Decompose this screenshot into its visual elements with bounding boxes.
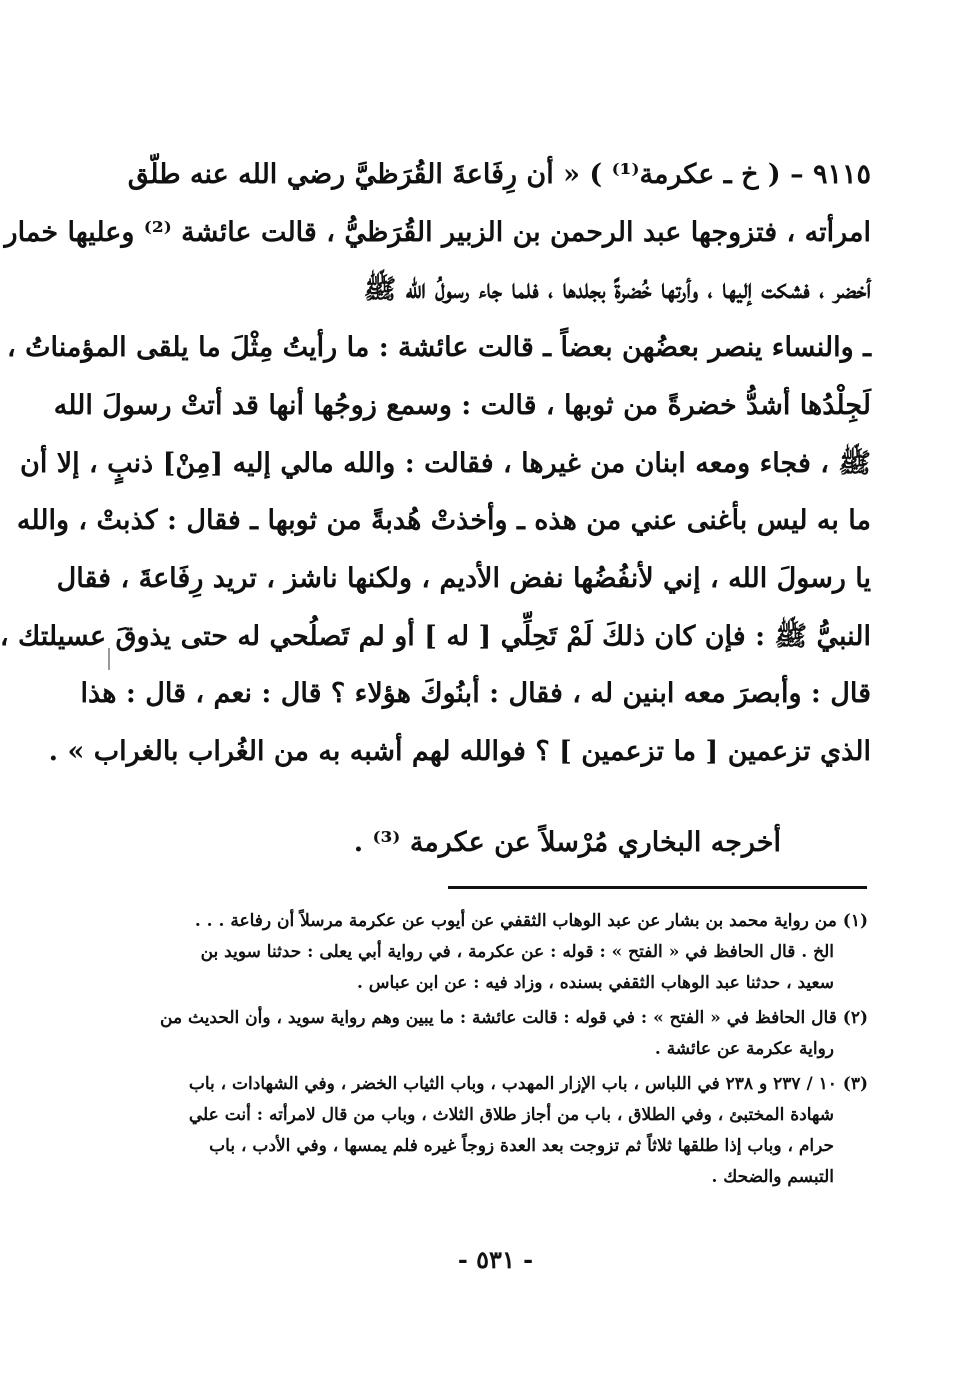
- hadith-line: النبيُّ ﷺ : فإن كان ذلكَ لَمْ تَحِلِّي [ له ] أو لم تَصلُحي له حتى يذوقَ عسيلتك ،: [0, 620, 871, 652]
- footnote-line: رواية عكرمة عن عائشة .: [654, 1039, 834, 1059]
- footnote-3: [126, 1069, 868, 1193]
- hadith-line: لَجِلْدُها أشدُّ خضرةً من ثوبها ، قالت : وسمع زوجُها أنها قد أتتْ رسولَ الله: [53, 389, 871, 421]
- footnotes: [126, 906, 868, 1197]
- footnote-separator: [448, 886, 867, 889]
- hadith-line: ﷺ ، فجاء ومعه ابنان من غيرها ، فقالت : والله مالي إليه [مِنْ] ذنبٍ ، إلا أن: [20, 447, 871, 479]
- hadith-line: ٩١١٥ – ( خ ـ عكرمة⁽¹⁾ ) « أن رِفَاعةَ القُرَظيَّ رضي الله عنه طلّق: [127, 159, 871, 190]
- takhrij-line: أخرجه البخاري مُرْسلاً عن عكرمة ⁽³⁾ .: [353, 827, 781, 858]
- page-number: - ٥٣١ -: [457, 1245, 534, 1274]
- footnote-line: (١) من رواية محمد بن بشار عن عبد الوهاب الثقفي عن أيوب عن عكرمة مرسلاً أن رفاعة . . .: [194, 911, 868, 931]
- hadith-line: ـ والنساء ينصر بعضُهن بعضاً ـ قالت عائشة : ما رأيتُ مِثْلَ ما يلقى المؤمناتُ ،: [7, 332, 871, 364]
- hadith-body: [0, 146, 871, 781]
- hadith-line: الذي تزعمين [ ما تزعمين ] ؟ فوالله لهم أشبه به من الغُراب بالغراب » .: [48, 736, 871, 768]
- hadith-line: امرأته ، فتزوجها عبد الرحمن بن الزبير القُرَظيُّ ، قالت عائشة ⁽²⁾ وعليها خمار: [4, 216, 871, 248]
- footnote-line: (٢) قال الحافظ في « الفتح » : في قوله : قالت عائشة : ما يبين وهم رواية سويد ، وأن الحديث من: [160, 1008, 868, 1028]
- footnote-line: سعيد ، حدثنا عبد الوهاب الثقفي بسنده ، وزاد فيه : عن ابن عباس .: [356, 973, 834, 993]
- hadith-line: أخضر ، فشكت إليها ، وأرتها خُضرةً بجلدها ، فلما جاء رسولُ الله ﷺ: [363, 274, 871, 306]
- hadith-line: ما به ليس بأغنى عني من هذه ـ وأخذتْ هُدبةً من ثوبها ـ فقال : كذبتْ ، والله: [16, 505, 871, 537]
- footnote-line: (٣) ١٠ / ٢٣٧ و ٢٣٨ في اللباس ، باب الإزار المهدب ، وباب الثياب الخضر ، وفي الشهادات ، باب: [188, 1074, 868, 1094]
- hadith-line: قال : وأبصرَ معه ابنين له ، فقال : أبنُوكَ هؤلاء ؟ قال : نعم ، قال : هذا: [80, 678, 871, 710]
- footnote-line: شهادة المختبئ ، وفي الطلاق ، باب من أجاز طلاق الثلاث ، وباب من قال لامرأته : أنت علي: [188, 1105, 834, 1125]
- hadith-line: يا رسولَ الله ، إني لأنفُضُها نفض الأديم ، ولكنها ناشز ، تريد رِفَاعةَ ، فقال: [56, 562, 871, 594]
- footnote-1: [126, 906, 868, 999]
- footnote-2: [126, 1003, 868, 1065]
- footnote-line: حرام ، وباب إذا طلقها ثلاثاً ثم تزوجت بعد العدة زوجاً غيره فلم يمسها ، وفي الأدب ، باب: [209, 1136, 834, 1156]
- footnote-line: الخ . قال الحافظ في « الفتح » : قوله : عن عكرمة ، في رواية أبي يعلى : حدثنا سويد بن: [200, 942, 834, 962]
- footnote-line: التبسم والضحك .: [711, 1167, 834, 1187]
- margin-scan-mark: [108, 648, 116, 670]
